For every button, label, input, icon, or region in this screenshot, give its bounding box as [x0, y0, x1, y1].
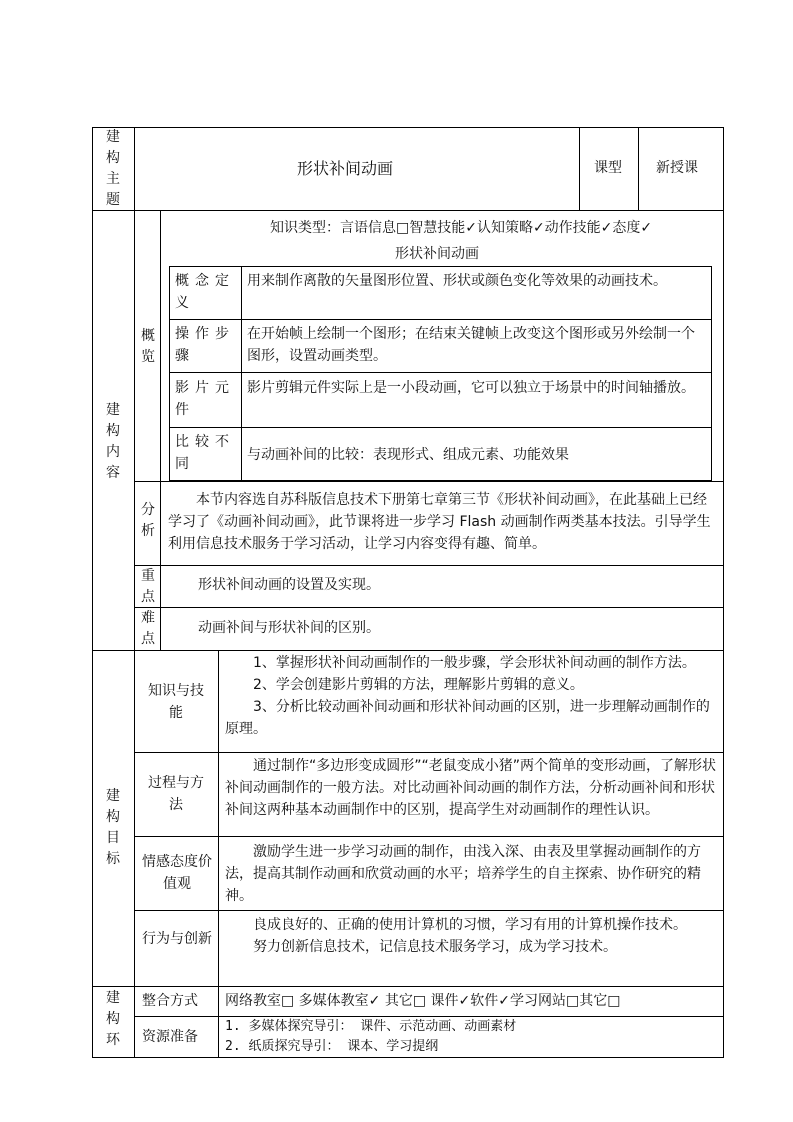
table-border-left [92, 127, 93, 1058]
goal-label: 行为与创新 [142, 931, 212, 947]
concept-row-text: 用来制作离散的矢量图形位置、形状或颜色变化等效果的动画技术。 [247, 273, 667, 289]
concept-row-label: 操作步骤 [175, 326, 235, 364]
concept-row-text: 影片剪辑元件实际上是一小段动画，它可以独立于场景中的时间轴播放。 [247, 380, 695, 396]
table-border-top [92, 127, 724, 128]
goal-text: 通过制作“多边形变成圆形”“老鼠变成小猪”两个简单的变形动画，了解形状补间动画制作的一般方法。对比动画补间动画的制作方法，分析动画补间和形状补间这两种基本动画制作中的区别，提高学生对动画制作的理性认识。 [225, 758, 717, 818]
table-border-right [723, 127, 724, 1058]
goal-text: 激励学生进一步学习动画的制作，由浅入深、由表及里掌握动画制作的方法，提高其制作动画和欣赏动画的水平；培养学生的自主探索、协作研究的精神。 [225, 844, 701, 904]
lesson-type-label: 课型 [594, 160, 622, 176]
goal-text: 良成良好的、正确的使用计算机的习惯，学习有用的计算机操作技术。 努力创新信息技术，记信息技术服务学习，成为学习技术。 [253, 917, 687, 955]
key-point-label: 重点 [141, 568, 155, 605]
goal-text: 1、掌握形状补间动画制作的一般步骤，学会形状补间动画的制作方法。 2、学会创建影片剪辑的方法，理解影片剪辑的意义。 3、分析比较动画补间动画和形状补间动画的区别，进一步理解动画制作的原理。 [225, 655, 710, 737]
overview-label: 概览 [141, 328, 155, 365]
goal-label: 知识与技能 [148, 683, 204, 721]
key-point-text: 形状补间动画的设置及实现。 [198, 577, 380, 593]
difficulty-label: 难点 [141, 610, 155, 647]
concept-row-text: 与动画补间的比较：表现形式、组成元素、功能效果 [247, 447, 569, 463]
goal-label: 情感态度价值观 [142, 854, 212, 892]
concept-subtitle: 形状补间动画 [395, 246, 479, 262]
content-section-label: 建构内容 [106, 402, 120, 481]
concept-row-label: 影片元件 [175, 380, 235, 418]
lesson-type-value: 新授课 [656, 160, 698, 176]
concept-row-text: 在开始帧上绘制一个图形；在结束关键帧上改变这个图形或另外绘制一个图形，设置动画类型。 [247, 326, 695, 364]
table-border-bottom [92, 1057, 724, 1058]
concept-row-label: 概念定义 [175, 273, 235, 311]
env-section-label: 建构环 [106, 990, 120, 1048]
lesson-title: 形状补间动画 [297, 159, 394, 178]
integration-text: 网络教室□ 多媒体教室✓ 其它□ 课件✓软件✓学习网站□其它□ [225, 993, 621, 1009]
resources-text: 1. 多媒体探究导引： 课件、示范动画、动画素材 2. 纸质探究导引： 课本、学习提纲 [225, 1019, 517, 1054]
analysis-label: 分析 [141, 502, 155, 539]
theme-label: 建构主题 [106, 129, 120, 208]
resources-label: 资源准备 [142, 1029, 198, 1045]
analysis-text: 本节内容选自苏科版信息技术下册第七章第三节《形状补间动画》，在此基础上已经学习了《动画补间动画》，此节课将进一步学习 Flash 动画制作两类基本技法。引导学生利用信息技术服务于学习活动，让学习内容变得有趣、简单。 [168, 492, 711, 552]
goal-label: 过程与方法 [148, 775, 204, 813]
concept-row-label: 比较不同 [175, 434, 235, 472]
integration-label: 整合方式 [142, 993, 198, 1009]
goals-section-label: 建构目标 [106, 788, 120, 867]
knowledge-type: 知识类型：言语信息□智慧技能✓认知策略✓动作技能✓态度✓ [270, 220, 653, 236]
difficulty-text: 动画补间与形状补间的区别。 [198, 620, 380, 636]
